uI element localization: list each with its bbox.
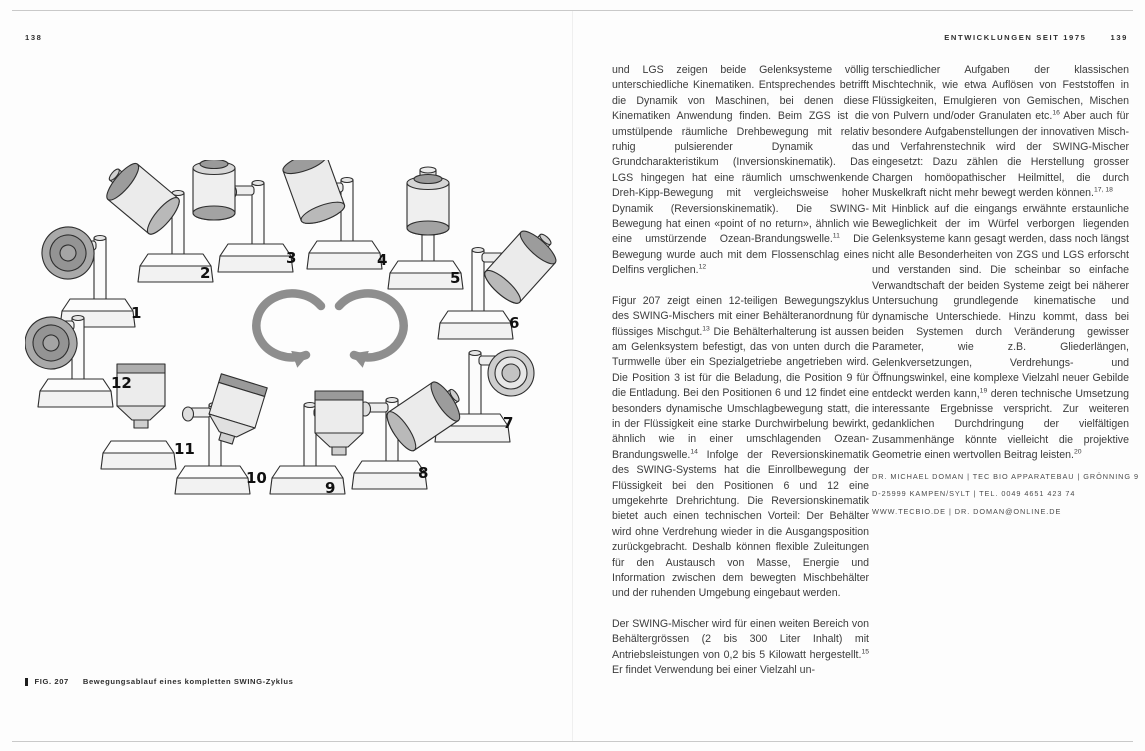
bottom-rule [12,741,1133,742]
page-number-right: 139 [1110,33,1128,42]
mixing-container [315,391,363,455]
mixer-position-9 [270,391,363,497]
page-gutter [572,11,573,741]
position-number: 8 [418,464,429,482]
figure-swing-cycle [25,160,570,530]
swing-cycle-diagram [25,160,570,530]
mixing-container [278,160,347,228]
paragraph: terschiedlicher Aufgaben der klassischen Mischtechnik, wie etwa Auflösen von Feststoffen in Flüssigkeiten, Emulgieren von Gemischen, Mischen von Pulvern und/oder Granulaten etc.$^{16}$ Aber auch für besondere Aufgabenstellungen der innovativen Misch- und Verfahrenstechnik wird der SWING-Mischer eingesetzt: Dazu zählen die Herstellung grosser Chargen homöopathischer Heilmittel, die durch Muskelkraft nicht mehr bewegt werden können.$^{17, 18}$ [872,64,1129,200]
contact-line: D-25999 KAMPEN/SYLT | TEL. 0049 4651 423 74 [872,489,1076,499]
contact-block [872,468,1145,520]
position-number: 6 [509,314,520,332]
page-number-left: 138 [25,33,43,42]
paragraph: Figur 207 zeigt einen 12-teiligen Bewegungszyklus des SWING-Mischers mit einer Behälteranordnung für flüssiges Mischgut.$^{13}$ Die Behälterhalterung ist aussen am Gelenksystem befestigt, das von unten durch die Turmwelle über ein Spezialgetriebe angetrieben wird. Die Position 3 ist für die Beladung, die Position 9 für die Entladung. Bei den Positionen 6 und 12 findet eine besonders dynamische Umschlagbewegung statt, die in der Flüssigkeit eine starke Durchwirbelung bewirkt, ähnlich wie in einer umschlagenden Ozean-Brandungswelle.$^{14}$ Infolge der Reversionskinematik des SWING-Systems hat die Einrollbewegung der Flüssigkeit bei den Positionen 6 und 12 eine umgekehrte Drehrichtung. Die Reversionskinematik bietet auch einen technischen Vorteil: Der Behälter wird ohne Verdrehung wieder in die Ausgangsposition zurückgebracht. Deshalb können flexible Zuleitungen für den Austausch von Masse, Energie und Information zwischen dem bewegten Mischbehälter und der ruhenden Umgebung eingebaut werden. [612,294,869,600]
position-number: 1 [131,304,142,322]
position-number: 5 [450,269,461,287]
position-number: 4 [377,251,388,269]
position-number: 9 [325,479,336,497]
position-number: 3 [286,249,297,267]
mixer-position-3 [193,160,296,272]
contact-line: DR. MICHAEL DOMAN | TEC BIO APPARATEBAU | GRÖNNING 9 [872,472,1139,481]
mixing-container [407,167,449,235]
paragraph: Mit Hinblick auf die eingangs erwähnte erstaunliche Beweglichkeit der im Würfel verborgen liegenden Gelenksysteme kann gesagt werden, dass noch längst nicht alle Besonderheiten von ZGS und LGS erforscht und verstanden sind. Die scheinbar so einfache Verwandtschaft der beiden Systeme zeigt bei näherer Untersuchung grundlegende kinematische und dynamische Unterschiede. Hinzu kommt, dass bei beiden Systemen durch Veränderung gewisser Parameter, wie z.B. Gliederlängen, Gelenkversetzungen, Verdrehungs- und Öffnungswinkel, eine komplexe Vielzahl neuer Gebilde entdeckt werden kann,$^{19}$ deren technische Umsetzung interessante Ergebnisse verspricht. Zur weiteren gedanklichen Durchdringung der vielfältigen Zusammenhänge könnte vielleicht die projektive Geometrie einen wertvollen Beitrag leisten.$^{20}$ [872,202,1129,462]
mixer-position-1 [37,222,141,327]
mixer-position-5 [388,167,463,289]
mixing-container [97,160,183,238]
figure-caption [25,677,293,686]
text-column-right [872,63,1129,479]
mixing-container [37,222,99,284]
text-column-left [612,63,869,693]
position-number: 12 [111,374,132,392]
caption-text: Bewegungsablauf eines kompletten SWING-Zyklus [82,677,294,686]
mixing-container [488,350,534,396]
position-number: 10 [246,469,267,487]
caption-figure-number: FIG. 207 [34,677,69,686]
mixer-position-10 [175,374,267,494]
position-number: 7 [503,414,514,432]
paragraph: Der SWING-Mischer wird für einen weiten Bereich von Behältergrössen (2 bis 300 Liter Inhalt) mit Antriebsleistungen von 0,2 bis 5 Kilowatt hergestellt.$^{15}$ Er findet Verwendung bei einer Vielzahl un- [612,617,869,677]
mixing-container [481,222,565,308]
contact-line: WWW.TECBIO.DE | DR. DOMAN@ONLINE.DE [872,506,1062,516]
position-number: 11 [174,440,195,458]
paragraph: und LGS zeigen beide Gelenksysteme völlig unterschiedliche Kinematiken. Entsprechendes betrifft die Dynamik von Maschinen, bei denen diese Kinematiken Anwendung finden. Beim ZGS ist die umstülpende räumliche Drehbewegung mit relativ ruhig pulsierender Dynamik das Grundcharakteristikum (Inversionskinematik). Das LGS hingegen hat eine räumlich umschwenkende Dreh-Kipp-Bewegung mit vergleichsweise hoher Dynamik (Reversionskinematik). Die SWING-Bewegung hat einen «point of no return», ähnlich wie eine umstürzende Ozean-Brandungswelle.$^{11}$ Die Bewegung wurde auch mit dem Flossenschlag eines Delfins verglichen.$^{12}$ [612,64,869,277]
running-header [944,33,1128,42]
swing-wave-arrows-icon [256,293,403,357]
caption-marker-bar [25,678,28,686]
position-number: 2 [200,264,211,282]
mixing-container [193,160,235,220]
running-header-title: ENTWICKLUNGEN SEIT 1975 [944,33,1087,42]
